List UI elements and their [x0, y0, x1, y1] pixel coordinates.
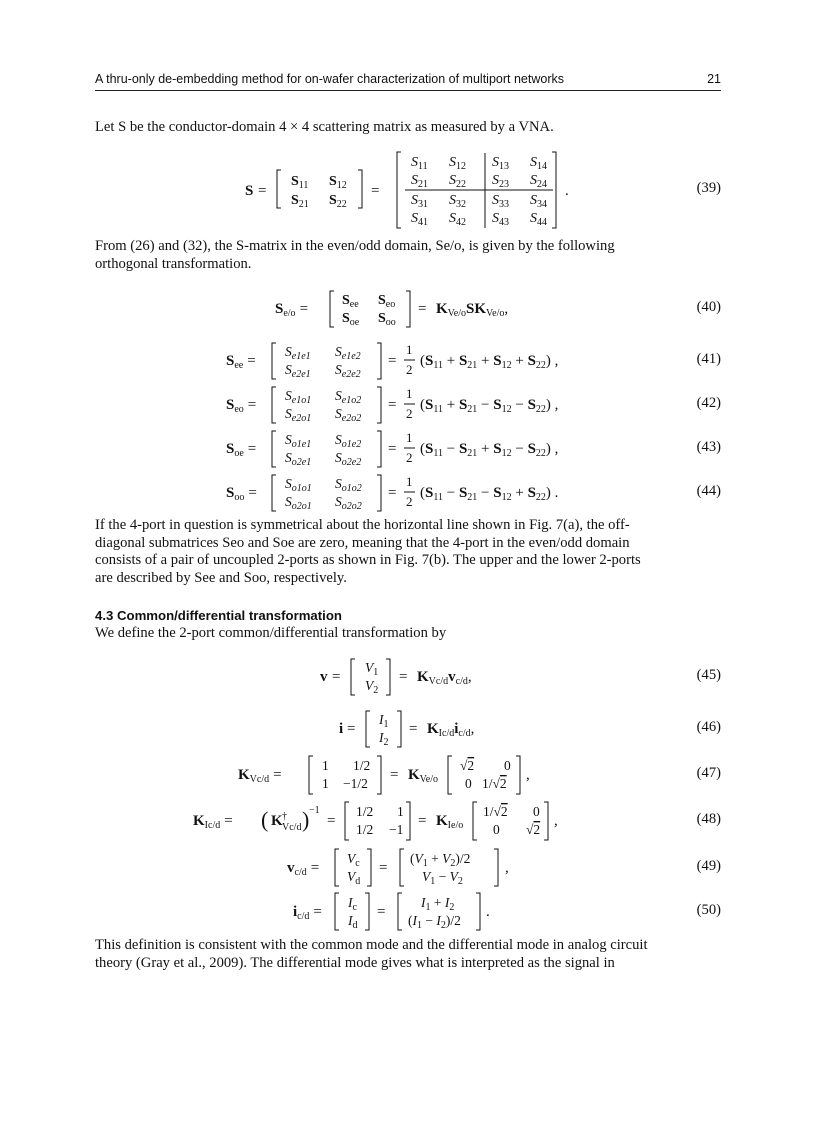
svg-text:1/2: 1/2	[353, 758, 371, 773]
svg-text:Se2o1: $S_{e2o1}$	[285, 406, 312, 424]
header-title: A thru-only de-embedding method for on-wafer characterization of multiport networks	[95, 72, 564, 86]
svg-text:S41: $S_{41}$	[411, 211, 428, 228]
svg-text:2: 2	[406, 362, 413, 377]
svg-text:S21: $S_{21}$	[411, 173, 428, 190]
svg-text:vc/d=: $v_{c/d}$ =	[287, 860, 320, 878]
svg-text:Se1e2: $S_{e1e2}$	[335, 344, 361, 362]
svg-text:So1o2: $S_{o1o2}$	[335, 476, 362, 494]
equation-46-math	[95, 708, 721, 748]
svg-text:†: †	[282, 811, 287, 822]
svg-text:S44: $S_{44}$	[530, 211, 547, 228]
equation-43	[95, 428, 721, 468]
svg-text:V1: $V_1$	[365, 660, 379, 678]
equation-number: (49)	[696, 858, 721, 874]
svg-text:S34: $S_{34}$	[530, 193, 547, 210]
svg-text:=: =	[258, 183, 267, 199]
svg-text:So2o1: $S_{o2o1}$	[285, 494, 312, 512]
svg-text:S22: $S_{22}$	[329, 193, 347, 210]
svg-text:=: =	[388, 353, 397, 369]
equation-45-math	[95, 656, 721, 696]
svg-text:KVe/oSKVe/o,: $K_{Ve/o}SK_{Ve/o}$,	[436, 301, 509, 319]
paragraph-line: theory (Gray et al., 2009). The differential mode gives what is interpreted as the signal in	[95, 954, 615, 971]
equation-number: (48)	[696, 811, 721, 827]
svg-text:=: =	[418, 813, 427, 829]
svg-text:So1e2: $S_{o1e2}$	[335, 432, 362, 450]
svg-text:Soo=: $S_{oo}$ =	[226, 485, 257, 503]
svg-text:(S11 + S21 − S12 − S22) ,: $(S_{11} + S_{21} - S_{12} - S_{22})$ ,	[420, 397, 559, 415]
svg-text:=: =	[371, 183, 380, 199]
equation-42	[95, 384, 721, 424]
svg-text:1: 1	[406, 386, 413, 401]
svg-text:(S11 + S21 + S12 + S22) ,: $(S_{11} + S_{21} + S_{12} + S_{22})$ ,	[420, 353, 559, 371]
svg-text:Soe: $S_{oe}$	[342, 311, 360, 328]
equation-number: (39)	[696, 180, 721, 196]
paragraph-line: If the 4-port in question is symmetrical about the horizontal line shown in Fig. 7(a), the off-	[95, 517, 630, 533]
equation-49-math	[95, 846, 721, 888]
svg-text:Se2e1: $S_{e2e1}$	[285, 362, 311, 380]
equation-number: (40)	[696, 299, 721, 315]
svg-text:So2o2: $S_{o2o2}$	[335, 494, 362, 512]
svg-text:S12: $S_{12}$	[329, 174, 347, 191]
svg-text:√2: √2	[460, 758, 475, 773]
svg-text:−1/2: −1/2	[343, 776, 368, 791]
svg-text:Soo: $S_{oo}$	[378, 311, 396, 328]
svg-text:1/√2: 1/√2	[483, 804, 508, 819]
svg-text:S21: $S_{21}$	[291, 193, 309, 210]
equation-number: (42)	[696, 395, 721, 411]
svg-text:2: 2	[406, 450, 413, 465]
svg-text:2: 2	[406, 406, 413, 421]
svg-text:I2: $I_2$	[379, 730, 389, 748]
svg-text:Vc: $V_c$	[347, 851, 360, 869]
svg-text:2: 2	[406, 494, 413, 509]
equation-49	[95, 846, 721, 888]
svg-text:K: K	[271, 813, 283, 829]
svg-text:S: S	[245, 183, 254, 199]
svg-text:Se1o2: $S_{e1o2}$	[335, 388, 362, 406]
svg-text:1: 1	[406, 430, 413, 445]
svg-text:=: =	[399, 669, 408, 685]
svg-text:1: 1	[322, 758, 329, 773]
section-heading: 4.3 Common/differential transformation	[95, 608, 342, 623]
svg-text:S31: $S_{31}$	[411, 193, 428, 210]
equation-40	[95, 288, 721, 328]
svg-text:−1: −1	[389, 822, 404, 837]
svg-text:KVe/o: $K_{Ve/o}$	[408, 767, 439, 785]
equation-39-math	[95, 148, 721, 230]
svg-text:So2e1: $S_{o2e1}$	[285, 450, 312, 468]
svg-text:(S11 − S21 + S12 − S22) ,: $(S_{11} - S_{21} + S_{12} - S_{22})$ ,	[420, 441, 559, 459]
svg-text:S11: $S_{11}$	[411, 155, 428, 172]
svg-text:Se2o2: $S_{e2o2}$	[335, 406, 362, 424]
svg-text:Vd: $V_d$	[347, 869, 361, 887]
page-number: 21	[707, 72, 721, 86]
svg-text:0: 0	[533, 804, 540, 819]
svg-text:S33: $S_{33}$	[492, 193, 509, 210]
equation-43-math	[95, 428, 721, 468]
svg-text:(I1 − I2)/2: $(I_1 - I_2)/2$	[408, 913, 461, 931]
svg-text:=: =	[409, 721, 418, 737]
paragraph-consistency	[95, 937, 721, 972]
equation-number: (44)	[696, 483, 721, 499]
paragraph-line: orthogonal transformation.	[95, 255, 252, 272]
svg-text:0: 0	[465, 776, 472, 791]
svg-text:See: $S_{ee}$	[342, 293, 359, 310]
equation-number: (50)	[696, 902, 721, 918]
svg-text:Soe=: $S_{oe}$ =	[226, 441, 257, 459]
svg-text:=: =	[418, 301, 427, 317]
svg-text:S14: $S_{14}$	[530, 155, 547, 172]
svg-text:i: i	[339, 721, 344, 737]
svg-text:KVc/dvc/d,: $K_{Vc/d}v_{c/d}$,	[417, 669, 472, 687]
svg-text:So1e1: $S_{o1e1}$	[285, 432, 312, 450]
svg-text:V1 − V2: $V_1 - V_2$	[422, 869, 463, 887]
equation-41-math	[95, 340, 721, 380]
svg-text:S42: $S_{42}$	[449, 211, 466, 228]
equation-39	[95, 148, 721, 230]
svg-text:Se1e1: $S_{e1e1}$	[285, 344, 311, 362]
equation-45	[95, 656, 721, 696]
equation-number: (45)	[696, 667, 721, 683]
svg-text:KIc/d=: $K_{Ic/d}$ =	[193, 813, 233, 831]
svg-text:.: .	[565, 183, 569, 199]
svg-text:1/2: 1/2	[356, 804, 374, 819]
svg-text:Id: $I_d$	[348, 913, 358, 931]
svg-text:.: .	[486, 904, 490, 920]
equation-46	[95, 708, 721, 748]
svg-text:So2e2: $S_{o2e2}$	[335, 450, 362, 468]
svg-text:Se2e2: $S_{e2e2}$	[335, 362, 361, 380]
svg-text:=: =	[379, 860, 388, 876]
svg-text:(: (	[261, 807, 269, 832]
svg-text:S43: $S_{43}$	[492, 211, 509, 228]
svg-text:(S11 − S21 − S12 + S22) .: $(S_{11} - S_{21} - S_{12} + S_{22})$ .	[420, 485, 559, 503]
svg-text:KIc/dic/d,: $K_{Ic/d}i_{c/d}$,	[427, 721, 475, 739]
equation-40-math	[95, 288, 721, 328]
svg-text:1/√2: 1/√2	[482, 776, 507, 791]
svg-text:S13: $S_{13}$	[492, 155, 509, 172]
paragraph-definition: We define the 2-port common/differential transformation by	[95, 625, 447, 641]
svg-text:I1: $I_1$	[379, 712, 389, 730]
svg-text:S12: $S_{12}$	[449, 155, 466, 172]
paragraph-line: diagonal submatrices Seo and Soe are zero, meaning that the 4-port in the even/odd domain	[95, 534, 630, 551]
equation-47-math	[95, 752, 721, 796]
svg-text:Se/o=: $S_{e/o}$ =	[275, 301, 309, 319]
equation-number: (46)	[696, 719, 721, 735]
svg-text:Seo=: $S_{eo}$ =	[226, 397, 257, 415]
equation-42-math	[95, 384, 721, 424]
equation-41	[95, 340, 721, 380]
svg-text:,: ,	[526, 767, 530, 783]
svg-text:): )	[302, 807, 310, 832]
running-header	[95, 72, 721, 91]
paragraph-intro: Let S be the conductor-domain 4 × 4 scattering matrix as measured by a VNA.	[95, 119, 554, 135]
equation-48	[95, 798, 721, 842]
paragraph-line: From (26) and (32), the S-matrix in the even/odd domain, Se/o, is given by the following	[95, 238, 615, 254]
svg-text:=: =	[388, 441, 397, 457]
svg-text:=: =	[347, 721, 356, 737]
svg-text:S24: $S_{24}$	[530, 173, 547, 190]
paragraph-line: consists of a pair of uncoupled 2-ports as shown in Fig. 7(b). The upper and the lower 2-ports	[95, 552, 641, 569]
equation-number: (41)	[696, 351, 721, 367]
svg-text:So1o1: $S_{o1o1}$	[285, 476, 312, 494]
equation-44	[95, 472, 721, 512]
svg-text:,: ,	[505, 860, 509, 876]
equation-number: (47)	[696, 765, 721, 781]
svg-text:Ic: $I_c$	[348, 895, 357, 913]
svg-text:1: 1	[397, 804, 404, 819]
svg-text:0: 0	[493, 822, 500, 837]
svg-text:Vc/d: Vc/d	[282, 822, 302, 833]
svg-text:=: =	[390, 767, 399, 783]
equation-44-math	[95, 472, 721, 512]
svg-text:ic/d=: $i_{c/d}$ =	[293, 904, 322, 922]
paragraph-evenodd	[95, 238, 721, 273]
svg-text:−1: −1	[309, 805, 320, 816]
svg-text:S22: $S_{22}$	[449, 173, 466, 190]
svg-text:1/2: 1/2	[356, 822, 374, 837]
svg-text:=: =	[332, 669, 341, 685]
svg-text:1: 1	[322, 776, 329, 791]
svg-text:=: =	[327, 813, 336, 829]
svg-text:√2: √2	[526, 822, 541, 837]
svg-text:=: =	[388, 397, 397, 413]
svg-text:(V1 + V2)/2: $(V_1 + V_2)/2$	[410, 851, 471, 869]
paragraph-line: This definition is consistent with the common mode and the differential mode in analog circuit	[95, 937, 648, 953]
svg-text:KVc/d=: $K_{Vc/d}$ =	[238, 767, 282, 785]
svg-text:,: ,	[554, 813, 558, 829]
svg-text:V2: $V_2$	[365, 678, 379, 696]
svg-text:S23: $S_{23}$	[492, 173, 509, 190]
svg-text:1: 1	[406, 342, 413, 357]
svg-text:KIe/o: $K_{Ie/o}$	[436, 813, 464, 831]
svg-text:S11: $S_{11}$	[291, 174, 309, 191]
svg-text:I1 + I2: $I_1 + I_2$	[421, 895, 455, 913]
svg-text:S32: $S_{32}$	[449, 193, 466, 210]
paragraph-symmetry	[95, 517, 721, 587]
equation-50	[95, 890, 721, 932]
paragraph-line: are described by See and Soo, respectively.	[95, 569, 347, 586]
equation-47	[95, 752, 721, 796]
svg-text:See=: $S_{ee}$ =	[226, 353, 256, 371]
svg-text:Se1o1: $S_{e1o1}$	[285, 388, 312, 406]
svg-text:=: =	[388, 485, 397, 501]
svg-text:1: 1	[406, 474, 413, 489]
svg-text:=: =	[377, 904, 386, 920]
equation-number: (43)	[696, 439, 721, 455]
svg-text:Seo: $S_{eo}$	[378, 293, 396, 310]
svg-text:v: v	[320, 669, 328, 685]
svg-text:0: 0	[504, 758, 511, 773]
equation-48-math	[95, 798, 721, 842]
equation-50-math	[95, 890, 721, 932]
